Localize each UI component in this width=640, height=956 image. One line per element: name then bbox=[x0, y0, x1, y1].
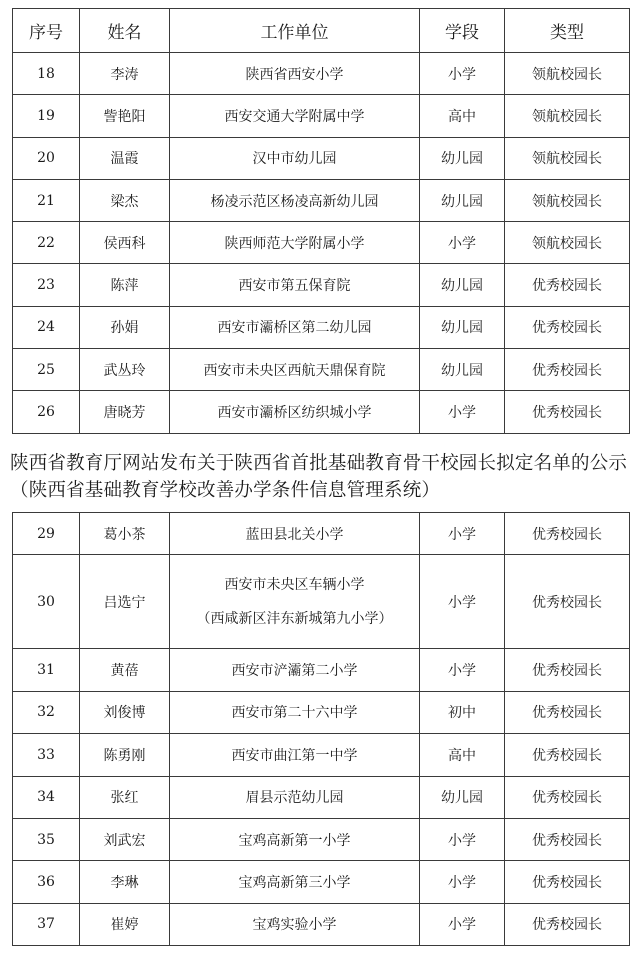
cell-stage: 幼儿园 bbox=[420, 349, 505, 391]
cell-index: 24 bbox=[13, 306, 80, 348]
cell-name: 唐晓芳 bbox=[80, 391, 170, 433]
cell-unit: 蓝田县北关小学 bbox=[170, 513, 420, 555]
cell-index: 18 bbox=[13, 53, 80, 95]
cell-unit: 西安市灞桥区纺织城小学 bbox=[170, 391, 420, 433]
cell-name: 梁杰 bbox=[80, 179, 170, 221]
cell-unit: 西安市第五保育院 bbox=[170, 264, 420, 306]
cell-stage: 幼儿园 bbox=[420, 179, 505, 221]
cell-type: 优秀校园长 bbox=[505, 734, 630, 776]
header-unit: 工作单位 bbox=[170, 9, 420, 53]
cell-unit bbox=[170, 555, 420, 649]
cell-stage: 小学 bbox=[420, 391, 505, 433]
cell-name: 武丛玲 bbox=[80, 349, 170, 391]
cell-name: 孙娟 bbox=[80, 306, 170, 348]
cell-unit: 宝鸡高新第一小学 bbox=[170, 818, 420, 860]
cell-index: 36 bbox=[13, 861, 80, 903]
cell-unit: 西安市第二十六中学 bbox=[170, 691, 420, 733]
cell-unit: 西安交通大学附属中学 bbox=[170, 95, 420, 137]
cell-stage: 小学 bbox=[420, 903, 505, 945]
table-row bbox=[13, 264, 630, 306]
cell-index: 19 bbox=[13, 95, 80, 137]
cell-name: 崔婷 bbox=[80, 903, 170, 945]
cell-name: 张红 bbox=[80, 776, 170, 818]
cell-index: 21 bbox=[13, 179, 80, 221]
cell-name: 葛小茶 bbox=[80, 513, 170, 555]
cell-index: 30 bbox=[13, 555, 80, 649]
cell-stage: 小学 bbox=[420, 818, 505, 860]
cell-type: 优秀校园长 bbox=[505, 391, 630, 433]
cell-type: 优秀校园长 bbox=[505, 691, 630, 733]
cell-unit: 杨凌示范区杨凌高新幼儿园 bbox=[170, 179, 420, 221]
cell-stage: 幼儿园 bbox=[420, 306, 505, 348]
cell-name: 李涛 bbox=[80, 53, 170, 95]
cell-name: 侯西科 bbox=[80, 222, 170, 264]
cell-name: 温霞 bbox=[80, 137, 170, 179]
cell-stage: 幼儿园 bbox=[420, 776, 505, 818]
cell-name: 陈勇刚 bbox=[80, 734, 170, 776]
cell-index: 29 bbox=[13, 513, 80, 555]
table-row bbox=[13, 861, 630, 903]
cell-unit: 西安市曲江第一中学 bbox=[170, 734, 420, 776]
cell-type: 优秀校园长 bbox=[505, 306, 630, 348]
cell-unit: 西安市浐灞第二小学 bbox=[170, 649, 420, 691]
caption-overlay bbox=[0, 438, 640, 512]
cell-stage: 小学 bbox=[420, 861, 505, 903]
cell-name: 訾艳阳 bbox=[80, 95, 170, 137]
cell-unit: 汉中市幼儿园 bbox=[170, 137, 420, 179]
cell-name: 李琳 bbox=[80, 861, 170, 903]
table-row bbox=[13, 222, 630, 264]
cell-unit: 陕西师范大学附属小学 bbox=[170, 222, 420, 264]
table-row bbox=[13, 691, 630, 733]
table-row bbox=[13, 513, 630, 555]
cell-type: 领航校园长 bbox=[505, 179, 630, 221]
cell-type: 优秀校园长 bbox=[505, 776, 630, 818]
cell-stage: 小学 bbox=[420, 555, 505, 649]
header-name: 姓名 bbox=[80, 9, 170, 53]
table-row bbox=[13, 95, 630, 137]
header-type: 类型 bbox=[505, 9, 630, 53]
cell-index: 37 bbox=[13, 903, 80, 945]
cell-index: 26 bbox=[13, 391, 80, 433]
cell-index: 25 bbox=[13, 349, 80, 391]
cell-type: 领航校园长 bbox=[505, 137, 630, 179]
principal-list-table-top bbox=[12, 8, 630, 434]
cell-name: 刘俊博 bbox=[80, 691, 170, 733]
cell-unit-line2: （西咸新区沣东新城第九小学） bbox=[196, 610, 393, 627]
cell-type: 优秀校园长 bbox=[505, 861, 630, 903]
cell-index: 22 bbox=[13, 222, 80, 264]
header-stage: 学段 bbox=[420, 9, 505, 53]
cell-stage: 高中 bbox=[420, 95, 505, 137]
cell-type: 领航校园长 bbox=[505, 53, 630, 95]
table-row bbox=[13, 179, 630, 221]
cell-unit: 眉县示范幼儿园 bbox=[170, 776, 420, 818]
cell-unit: 宝鸡实验小学 bbox=[170, 903, 420, 945]
table-row bbox=[13, 306, 630, 348]
table-row bbox=[13, 818, 630, 860]
cell-type: 优秀校园长 bbox=[505, 555, 630, 649]
cell-index: 31 bbox=[13, 649, 80, 691]
table-row bbox=[13, 776, 630, 818]
cell-name: 刘武宏 bbox=[80, 818, 170, 860]
table-row bbox=[13, 349, 630, 391]
cell-stage: 小学 bbox=[420, 53, 505, 95]
cell-index: 35 bbox=[13, 818, 80, 860]
cell-unit: 陕西省西安小学 bbox=[170, 53, 420, 95]
cell-type: 优秀校园长 bbox=[505, 349, 630, 391]
cell-stage: 小学 bbox=[420, 222, 505, 264]
table-row bbox=[13, 391, 630, 433]
cell-index: 32 bbox=[13, 691, 80, 733]
cell-name: 陈萍 bbox=[80, 264, 170, 306]
cell-stage: 小学 bbox=[420, 649, 505, 691]
table-row bbox=[13, 137, 630, 179]
header-index: 序号 bbox=[13, 9, 80, 53]
table-row bbox=[13, 53, 630, 95]
table-row bbox=[13, 649, 630, 691]
cell-type: 领航校园长 bbox=[505, 222, 630, 264]
table-row bbox=[13, 903, 630, 945]
cell-unit: 西安市未央区西航天鼎保育院 bbox=[170, 349, 420, 391]
cell-name: 吕选宁 bbox=[80, 555, 170, 649]
cell-stage: 幼儿园 bbox=[420, 264, 505, 306]
cell-type: 领航校园长 bbox=[505, 95, 630, 137]
cell-index: 34 bbox=[13, 776, 80, 818]
cell-type: 优秀校园长 bbox=[505, 818, 630, 860]
cell-type: 优秀校园长 bbox=[505, 649, 630, 691]
cell-index: 20 bbox=[13, 137, 80, 179]
cell-unit-line1: 西安市未央区车辆小学 bbox=[224, 576, 365, 593]
table-header-row bbox=[13, 9, 630, 53]
cell-index: 33 bbox=[13, 734, 80, 776]
cell-unit: 宝鸡高新第三小学 bbox=[170, 861, 420, 903]
table-row bbox=[13, 555, 630, 649]
cell-index: 23 bbox=[13, 264, 80, 306]
cell-type: 优秀校园长 bbox=[505, 513, 630, 555]
cell-stage: 小学 bbox=[420, 513, 505, 555]
principal-list-table-bottom bbox=[12, 512, 630, 946]
table-row bbox=[13, 734, 630, 776]
cell-stage: 初中 bbox=[420, 691, 505, 733]
cell-type: 优秀校园长 bbox=[505, 264, 630, 306]
caption-text: 陕西省教育厅网站发布关于陕西省首批基础教育骨干校园长拟定名单的公示（陕西省基础教育学校改善办学条件信息管理系统） bbox=[10, 453, 628, 501]
cell-type: 优秀校园长 bbox=[505, 903, 630, 945]
cell-name: 黄蓓 bbox=[80, 649, 170, 691]
cell-unit: 西安市灞桥区第二幼儿园 bbox=[170, 306, 420, 348]
cell-stage: 幼儿园 bbox=[420, 137, 505, 179]
cell-stage: 高中 bbox=[420, 734, 505, 776]
